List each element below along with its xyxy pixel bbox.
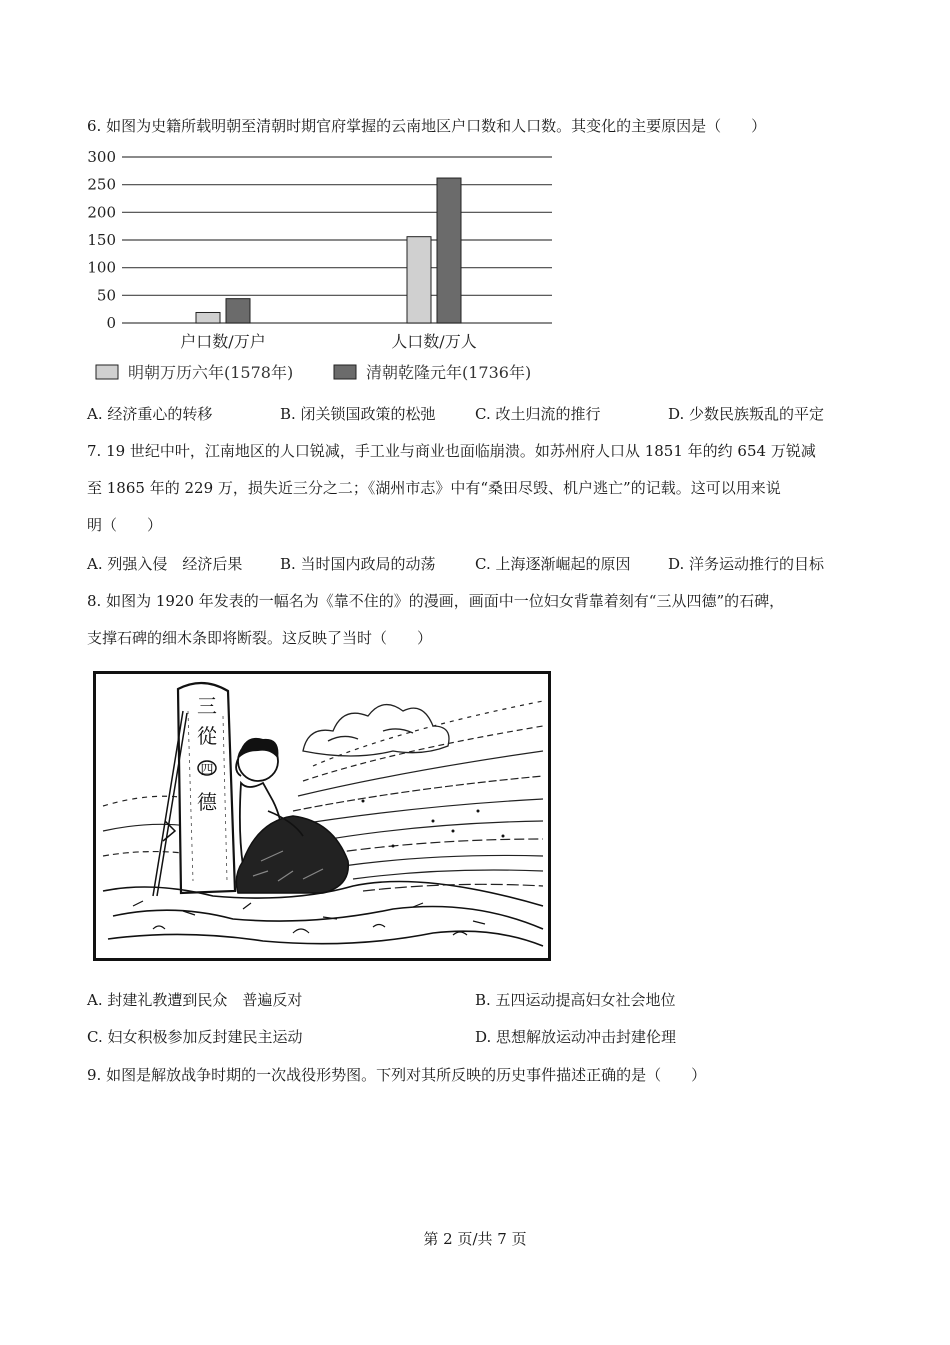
cartoon-illustration [93,671,551,961]
q8-option-a[interactable]: A. 封建礼教遭到民众 普遍反对 [87,991,303,1009]
chart-ytick-label: 300 [87,148,116,166]
q7-stem-line3: 明（ ） [87,516,163,534]
q8-stem-line1: 8. 如图为 1920 年发表的一幅名为《靠不住的》的漫画，画面中一位妇女背靠着刻有“三从四德”的石碑， [87,592,785,610]
q8-stem-line2: 支撑石碑的细木条即将断裂。这反映了当时（ ） [87,629,433,647]
q7-option-a[interactable]: A. 列强入侵 经济后果 [87,555,243,573]
q6-option-d[interactable]: D. 少数民族叛乱的平定 [668,405,825,423]
q6-bar-chart [80,145,570,390]
chart-legend-swatch [96,365,118,379]
chart-ytick-label: 0 [106,314,116,332]
q6-stem: 6. 如图为史籍所载明朝至清朝时期官府掌握的云南地区户口数和人口数。其变化的主要原因是（ ） [87,117,767,135]
q7-stem-line1: 7. 19 世纪中叶，江南地区的人口锐减，手工业与商业也面临崩溃。如苏州府人口从 1851 年的约 654 万锐减 [87,442,816,460]
q7-stem-line2: 至 1865 年的 229 万，损失近三分之二；《湖州市志》中有“桑田尽毁、机户逃亡”的记载。这可以用来说 [87,479,781,497]
stele-char-4: 德 [197,790,217,814]
q6-option-a[interactable]: A. 经济重心的转移 [87,405,213,423]
q7-option-d[interactable]: D. 洋务运动推行的目标 [668,555,825,573]
q9-stem: 9. 如图是解放战争时期的一次战役形势图。下列对其所反映的历史事件描述正确的是（ ） [87,1066,707,1084]
chart-ytick-label: 100 [87,258,116,277]
chart-ytick-label: 200 [87,203,116,222]
chart-bar [196,312,220,323]
q6-option-c[interactable]: C. 改土归流的推行 [475,405,601,423]
stele-char-1: 三 [197,694,217,718]
chart-legend-label: 清朝乾隆元年(1736年) [366,363,532,382]
chart-xtick-label: 户口数/万户 [180,332,266,351]
chart-bar [226,299,250,323]
chart-bar [407,237,431,323]
chart-xtick-label: 人口数/万人 [391,332,477,351]
chart-ytick-label: 150 [87,231,116,249]
q8-option-b[interactable]: B. 五四运动提高妇女社会地位 [475,991,676,1009]
q8-option-c[interactable]: C. 妇女积极参加反封建民主运动 [87,1028,303,1046]
stele-char-3: 四 [200,763,214,778]
chart-bar [437,178,461,323]
chart-ytick-label: 50 [96,286,116,305]
q7-option-b[interactable]: B. 当时国内政局的动荡 [280,555,436,573]
chart-ytick-label: 250 [87,175,116,194]
q6-option-b[interactable]: B. 闭关锁国政策的松弛 [280,405,436,423]
page-footer: 第 2 页/共 7 页 [423,1230,527,1248]
chart-legend-label: 明朝万历六年(1578年) [128,363,294,382]
q7-option-c[interactable]: C. 上海逐渐崛起的原因 [475,555,631,573]
stele-char-2: 從 [197,724,217,748]
chart-legend-swatch [334,365,356,379]
q8-option-d[interactable]: D. 思想解放运动冲击封建伦理 [475,1028,677,1046]
